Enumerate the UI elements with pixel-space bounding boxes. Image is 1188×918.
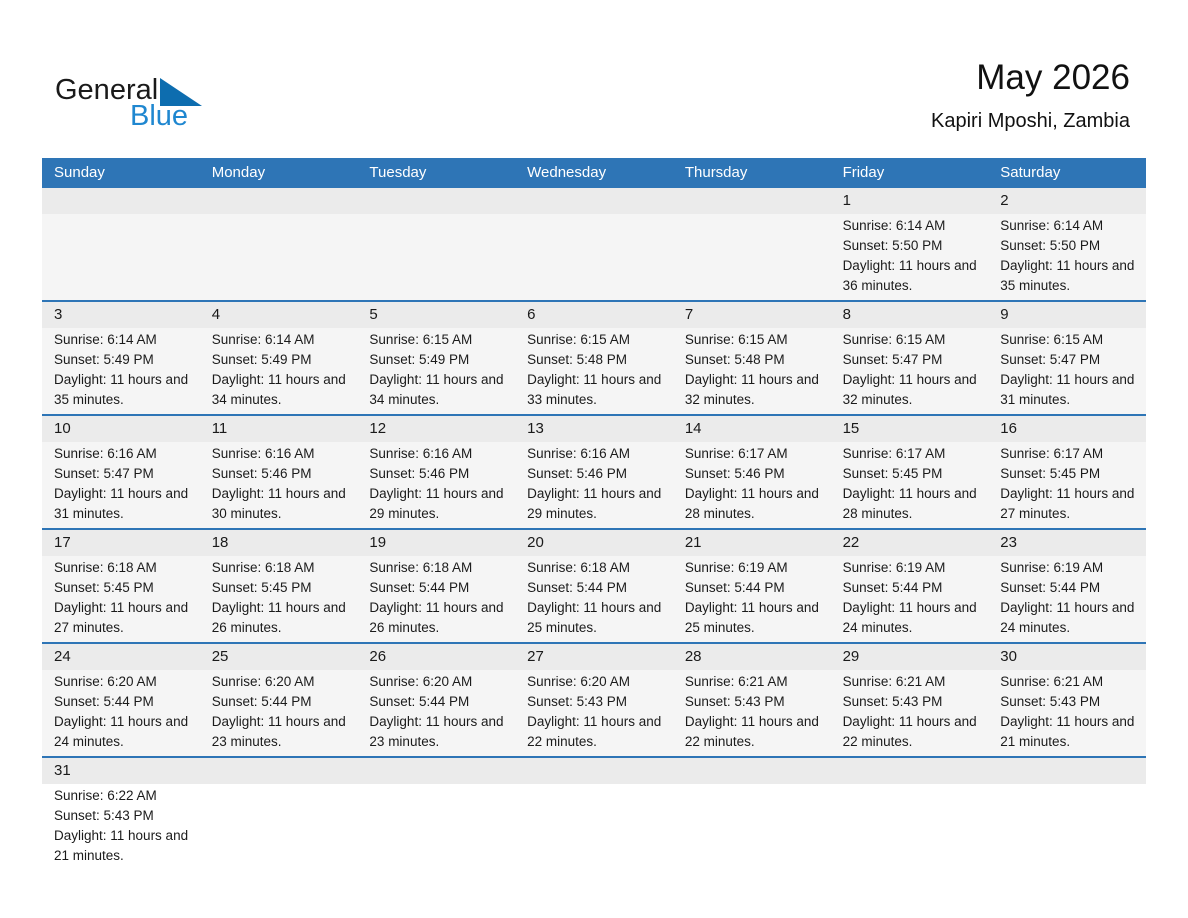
- sunrise-line: Sunrise: 6:17 AM: [684, 446, 788, 461]
- sunset-line: Sunset: 5:50 PM: [1000, 238, 1101, 253]
- day-cell-empty: [515, 188, 673, 300]
- day-cell-18: [200, 530, 358, 642]
- day-band-empty: [988, 758, 1146, 784]
- day-info-17: [42, 556, 200, 642]
- day-cell-21: [673, 530, 831, 642]
- day-number-25: 25: [200, 644, 358, 670]
- sunrise-line: Sunrise: 6:15 AM: [369, 332, 473, 347]
- day-number-4: 4: [200, 302, 358, 328]
- sunset-line: Sunset: 5:45 PM: [842, 466, 943, 481]
- general-blue-logo: [55, 76, 202, 131]
- daylight-line: Daylight: 11 hours and 21 minutes.: [54, 828, 189, 863]
- daylight-line: Daylight: 11 hours and 35 minutes.: [54, 372, 189, 407]
- day-cell-empty: [357, 188, 515, 300]
- day-info-31: [42, 784, 200, 870]
- day-cell-6: [515, 302, 673, 414]
- day-band-empty: [357, 758, 515, 784]
- day-number-10: 10: [42, 416, 200, 442]
- day-info-19: [357, 556, 515, 642]
- sunrise-line: Sunrise: 6:14 AM: [1000, 218, 1104, 233]
- sunset-line: Sunset: 5:48 PM: [684, 352, 785, 367]
- day-band-empty: [515, 758, 673, 784]
- day-info-22: [831, 556, 989, 642]
- day-number-8: 8: [831, 302, 989, 328]
- page-subtitle: Kapiri Mposhi, Zambia: [931, 110, 1130, 132]
- day-number-28: 28: [673, 644, 831, 670]
- day-info-9: [988, 328, 1146, 414]
- day-cell-empty: [831, 758, 989, 877]
- sunrise-line: Sunrise: 6:18 AM: [527, 560, 630, 575]
- day-cell-20: [515, 530, 673, 642]
- day-info-8: [831, 328, 989, 414]
- day-of-week-header-thursday: Thursday: [684, 164, 748, 181]
- day-of-week-header-sunday: Sunday: [54, 164, 105, 181]
- sunset-line: Sunset: 5:44 PM: [527, 580, 627, 595]
- sunrise-line: Sunrise: 6:19 AM: [1000, 560, 1104, 575]
- day-cell-empty: [200, 188, 358, 300]
- day-cell-28: [673, 644, 831, 756]
- daylight-line: Daylight: 11 hours and 27 minutes.: [1000, 486, 1135, 521]
- week-row-1: [42, 188, 1146, 302]
- calendar-table: [42, 158, 1146, 877]
- sunset-line: Sunset: 5:45 PM: [1000, 466, 1101, 481]
- day-info-16: [988, 442, 1146, 528]
- day-info-20: [515, 556, 673, 642]
- sunrise-line: Sunrise: 6:20 AM: [369, 674, 473, 689]
- day-number-18: 18: [200, 530, 358, 556]
- day-cell-27: [515, 644, 673, 756]
- day-info-1: [831, 214, 989, 300]
- sunrise-line: Sunrise: 6:16 AM: [211, 446, 315, 461]
- sunset-line: Sunset: 5:46 PM: [211, 466, 312, 481]
- day-number-23: 23: [988, 530, 1146, 556]
- day-cell-22: [831, 530, 989, 642]
- day-number-5: 5: [357, 302, 515, 328]
- day-number-7: 7: [673, 302, 831, 328]
- sunset-line: Sunset: 5:45 PM: [211, 580, 312, 595]
- day-info-26: [357, 670, 515, 756]
- sunset-line: Sunset: 5:44 PM: [211, 694, 312, 709]
- day-of-week-header-saturday: Saturday: [1000, 164, 1061, 181]
- day-number-1: 1: [831, 188, 989, 214]
- day-cell-empty: [515, 758, 673, 877]
- daylight-line: Daylight: 11 hours and 28 minutes.: [684, 486, 819, 521]
- sunrise-line: Sunrise: 6:18 AM: [369, 560, 473, 575]
- day-band-empty: [831, 758, 989, 784]
- day-info-10: [42, 442, 200, 528]
- day-of-week-header-tuesday: Tuesday: [369, 164, 427, 181]
- sunrise-line: Sunrise: 6:21 AM: [1000, 674, 1104, 689]
- day-number-22: 22: [831, 530, 989, 556]
- day-cell-7: [673, 302, 831, 414]
- sunrise-line: Sunrise: 6:19 AM: [684, 560, 788, 575]
- daylight-line: Daylight: 11 hours and 29 minutes.: [527, 486, 662, 521]
- sunset-line: Sunset: 5:46 PM: [527, 466, 627, 481]
- day-number-21: 21: [673, 530, 831, 556]
- day-number-11: 11: [200, 416, 358, 442]
- daylight-line: Daylight: 11 hours and 23 minutes.: [369, 714, 504, 749]
- day-band-empty: [357, 188, 515, 214]
- day-info-28: [673, 670, 831, 756]
- day-info-3: [42, 328, 200, 414]
- day-info-29: [831, 670, 989, 756]
- day-cell-4: [200, 302, 358, 414]
- sunset-line: Sunset: 5:43 PM: [1000, 694, 1101, 709]
- daylight-line: Daylight: 11 hours and 30 minutes.: [211, 486, 346, 521]
- week-row-6: [42, 758, 1146, 877]
- day-band-empty: [200, 758, 358, 784]
- day-number-20: 20: [515, 530, 673, 556]
- logo-text-general: General: [55, 74, 159, 106]
- sunset-line: Sunset: 5:47 PM: [54, 466, 154, 481]
- daylight-line: Daylight: 11 hours and 23 minutes.: [211, 714, 346, 749]
- day-number-2: 2: [988, 188, 1146, 214]
- day-info-21: [673, 556, 831, 642]
- daylight-line: Daylight: 11 hours and 25 minutes.: [684, 600, 819, 635]
- daylight-line: Daylight: 11 hours and 34 minutes.: [211, 372, 346, 407]
- daylight-line: Daylight: 11 hours and 25 minutes.: [527, 600, 662, 635]
- day-cell-26: [357, 644, 515, 756]
- title-block: [931, 58, 1130, 133]
- day-number-15: 15: [831, 416, 989, 442]
- day-cell-1: [831, 188, 989, 300]
- day-info-23: [988, 556, 1146, 642]
- sunset-line: Sunset: 5:50 PM: [842, 238, 943, 253]
- day-cell-15: [831, 416, 989, 528]
- day-cell-25: [200, 644, 358, 756]
- week-row-4: [42, 530, 1146, 644]
- daylight-line: Daylight: 11 hours and 31 minutes.: [1000, 372, 1135, 407]
- sunrise-line: Sunrise: 6:16 AM: [369, 446, 473, 461]
- day-number-3: 3: [42, 302, 200, 328]
- daylight-line: Daylight: 11 hours and 32 minutes.: [842, 372, 977, 407]
- week-row-2: [42, 302, 1146, 416]
- day-band-empty: [42, 188, 200, 214]
- day-info-18: [200, 556, 358, 642]
- day-info-30: [988, 670, 1146, 756]
- daylight-line: Daylight: 11 hours and 33 minutes.: [527, 372, 662, 407]
- day-info-4: [200, 328, 358, 414]
- day-cell-12: [357, 416, 515, 528]
- daylight-line: Daylight: 11 hours and 21 minutes.: [1000, 714, 1135, 749]
- sunset-line: Sunset: 5:44 PM: [369, 580, 470, 595]
- sunrise-line: Sunrise: 6:20 AM: [54, 674, 157, 689]
- day-band-empty: [673, 188, 831, 214]
- day-cell-23: [988, 530, 1146, 642]
- sunrise-line: Sunrise: 6:18 AM: [54, 560, 157, 575]
- sunrise-line: Sunrise: 6:15 AM: [842, 332, 946, 347]
- day-of-week-header-wednesday: Wednesday: [527, 164, 607, 181]
- day-number-17: 17: [42, 530, 200, 556]
- daylight-line: Daylight: 11 hours and 26 minutes.: [369, 600, 504, 635]
- day-info-7: [673, 328, 831, 414]
- day-of-week-header-friday: Friday: [842, 164, 885, 181]
- sunset-line: Sunset: 5:49 PM: [369, 352, 470, 367]
- day-cell-24: [42, 644, 200, 756]
- daylight-line: Daylight: 11 hours and 35 minutes.: [1000, 258, 1135, 293]
- day-info-11: [200, 442, 358, 528]
- day-info-13: [515, 442, 673, 528]
- week-row-5: [42, 644, 1146, 758]
- day-cell-16: [988, 416, 1146, 528]
- sunrise-line: Sunrise: 6:18 AM: [211, 560, 315, 575]
- day-number-14: 14: [673, 416, 831, 442]
- sunrise-line: Sunrise: 6:22 AM: [54, 788, 157, 803]
- day-cell-empty: [673, 758, 831, 877]
- day-band-empty: [673, 758, 831, 784]
- page-title: May 2026: [976, 58, 1130, 97]
- day-info-25: [200, 670, 358, 756]
- sunset-line: Sunset: 5:43 PM: [527, 694, 627, 709]
- sunrise-line: Sunrise: 6:15 AM: [527, 332, 630, 347]
- sunrise-line: Sunrise: 6:14 AM: [211, 332, 315, 347]
- day-info-14: [673, 442, 831, 528]
- daylight-line: Daylight: 11 hours and 24 minutes.: [1000, 600, 1135, 635]
- sunrise-line: Sunrise: 6:21 AM: [842, 674, 946, 689]
- sunset-line: Sunset: 5:43 PM: [842, 694, 943, 709]
- daylight-line: Daylight: 11 hours and 22 minutes.: [842, 714, 977, 749]
- day-cell-10: [42, 416, 200, 528]
- daylight-line: Daylight: 11 hours and 26 minutes.: [211, 600, 346, 635]
- day-info-2: [988, 214, 1146, 300]
- daylight-line: Daylight: 11 hours and 31 minutes.: [54, 486, 189, 521]
- day-info-24: [42, 670, 200, 756]
- day-cell-empty: [200, 758, 358, 877]
- day-number-19: 19: [357, 530, 515, 556]
- day-number-6: 6: [515, 302, 673, 328]
- day-cell-17: [42, 530, 200, 642]
- sunset-line: Sunset: 5:46 PM: [369, 466, 470, 481]
- daylight-line: Daylight: 11 hours and 22 minutes.: [527, 714, 662, 749]
- sunset-line: Sunset: 5:47 PM: [1000, 352, 1101, 367]
- daylight-line: Daylight: 11 hours and 24 minutes.: [54, 714, 189, 749]
- day-cell-8: [831, 302, 989, 414]
- day-number-27: 27: [515, 644, 673, 670]
- day-cell-empty: [673, 188, 831, 300]
- sunset-line: Sunset: 5:47 PM: [842, 352, 943, 367]
- sunset-line: Sunset: 5:49 PM: [211, 352, 312, 367]
- day-number-9: 9: [988, 302, 1146, 328]
- day-of-week-header-monday: Monday: [211, 164, 266, 181]
- day-band-empty: [515, 188, 673, 214]
- day-cell-empty: [42, 188, 200, 300]
- daylight-line: Daylight: 11 hours and 36 minutes.: [842, 258, 977, 293]
- daylight-line: Daylight: 11 hours and 28 minutes.: [842, 486, 977, 521]
- week-row-3: [42, 416, 1146, 530]
- sunrise-line: Sunrise: 6:14 AM: [842, 218, 946, 233]
- daylight-line: Daylight: 11 hours and 34 minutes.: [369, 372, 504, 407]
- day-number-31: 31: [42, 758, 200, 784]
- day-of-week-header-row: [42, 158, 1146, 188]
- sunrise-line: Sunrise: 6:20 AM: [211, 674, 315, 689]
- sunrise-line: Sunrise: 6:17 AM: [842, 446, 946, 461]
- sunrise-line: Sunrise: 6:16 AM: [527, 446, 630, 461]
- daylight-line: Daylight: 11 hours and 29 minutes.: [369, 486, 504, 521]
- day-cell-13: [515, 416, 673, 528]
- day-number-26: 26: [357, 644, 515, 670]
- sunrise-line: Sunrise: 6:20 AM: [527, 674, 630, 689]
- day-cell-11: [200, 416, 358, 528]
- day-info-5: [357, 328, 515, 414]
- sunrise-line: Sunrise: 6:21 AM: [684, 674, 788, 689]
- logo-text-blue: Blue: [130, 100, 189, 132]
- day-info-6: [515, 328, 673, 414]
- daylight-line: Daylight: 11 hours and 24 minutes.: [842, 600, 977, 635]
- sunrise-line: Sunrise: 6:19 AM: [842, 560, 946, 575]
- sunset-line: Sunset: 5:44 PM: [1000, 580, 1101, 595]
- day-cell-14: [673, 416, 831, 528]
- sunset-line: Sunset: 5:44 PM: [842, 580, 943, 595]
- day-info-15: [831, 442, 989, 528]
- day-band-empty: [200, 188, 358, 214]
- sunset-line: Sunset: 5:48 PM: [527, 352, 627, 367]
- day-cell-empty: [988, 758, 1146, 877]
- day-cell-9: [988, 302, 1146, 414]
- day-cell-2: [988, 188, 1146, 300]
- sunset-line: Sunset: 5:43 PM: [54, 808, 154, 823]
- sunset-line: Sunset: 5:45 PM: [54, 580, 154, 595]
- sunrise-line: Sunrise: 6:17 AM: [1000, 446, 1104, 461]
- day-cell-empty: [357, 758, 515, 877]
- day-number-24: 24: [42, 644, 200, 670]
- day-number-30: 30: [988, 644, 1146, 670]
- daylight-line: Daylight: 11 hours and 22 minutes.: [684, 714, 819, 749]
- day-number-16: 16: [988, 416, 1146, 442]
- sunset-line: Sunset: 5:46 PM: [684, 466, 785, 481]
- day-cell-29: [831, 644, 989, 756]
- day-info-12: [357, 442, 515, 528]
- day-cell-30: [988, 644, 1146, 756]
- day-cell-3: [42, 302, 200, 414]
- sunrise-line: Sunrise: 6:15 AM: [684, 332, 788, 347]
- day-cell-5: [357, 302, 515, 414]
- day-info-27: [515, 670, 673, 756]
- sunrise-line: Sunrise: 6:14 AM: [54, 332, 157, 347]
- sunset-line: Sunset: 5:44 PM: [54, 694, 154, 709]
- day-cell-31: [42, 758, 200, 877]
- sunrise-line: Sunrise: 6:16 AM: [54, 446, 157, 461]
- daylight-line: Daylight: 11 hours and 27 minutes.: [54, 600, 189, 635]
- sunset-line: Sunset: 5:49 PM: [54, 352, 154, 367]
- sunset-line: Sunset: 5:44 PM: [369, 694, 470, 709]
- daylight-line: Daylight: 11 hours and 32 minutes.: [684, 372, 819, 407]
- day-cell-19: [357, 530, 515, 642]
- day-number-29: 29: [831, 644, 989, 670]
- sunset-line: Sunset: 5:43 PM: [684, 694, 785, 709]
- day-number-13: 13: [515, 416, 673, 442]
- sunrise-line: Sunrise: 6:15 AM: [1000, 332, 1104, 347]
- day-number-12: 12: [357, 416, 515, 442]
- sunset-line: Sunset: 5:44 PM: [684, 580, 785, 595]
